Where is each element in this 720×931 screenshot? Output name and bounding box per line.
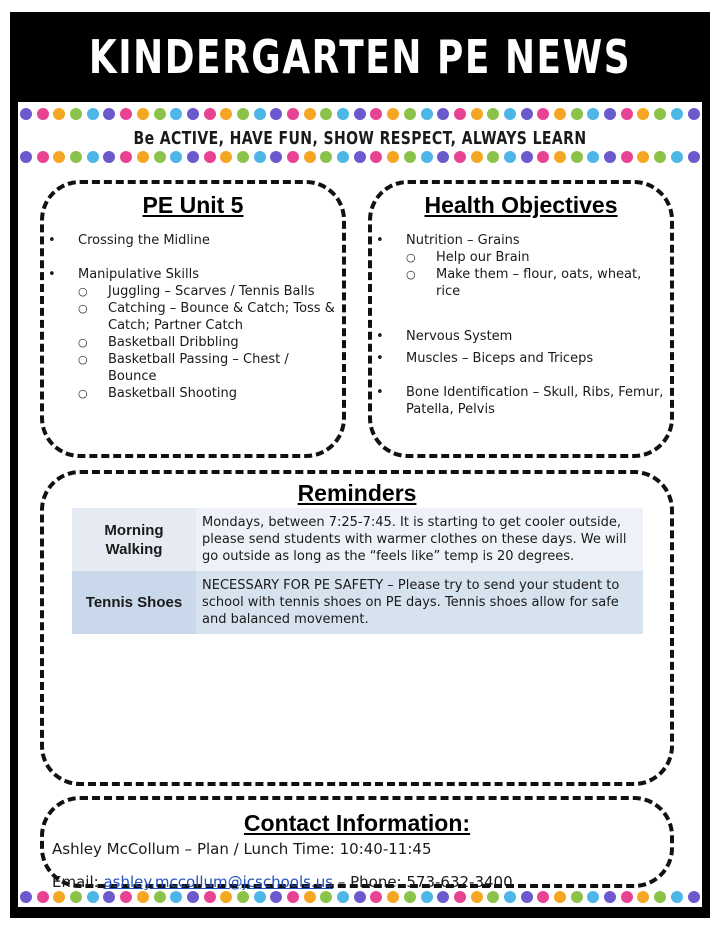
decorative-dot (154, 151, 166, 163)
reminder-text: NECESSARY FOR PE SAFETY – Please try to send your student to school with tennis shoes on PE days. Tennis shoes allow for safe and balanced movement. (196, 571, 643, 634)
contact-heading: Contact Information: (243, 810, 471, 836)
separator: – (337, 873, 346, 891)
decorative-dot (671, 108, 683, 120)
decorative-dot (621, 108, 633, 120)
decorative-dot (270, 891, 282, 903)
decorative-dot (320, 891, 332, 903)
decorative-dot (554, 151, 566, 163)
decorative-dot (20, 891, 32, 903)
dot-border-middle (20, 151, 700, 165)
decorative-dot (387, 108, 399, 120)
decorative-dot (421, 108, 433, 120)
decorative-dot (287, 891, 299, 903)
newsletter-title: KINDERGARTEN PE NEWS (88, 30, 632, 84)
decorative-dot (387, 151, 399, 163)
decorative-dot (454, 108, 466, 120)
decorative-dot (254, 108, 266, 120)
decorative-dot (120, 151, 132, 163)
decorative-dot (604, 108, 616, 120)
decorative-dot (70, 891, 82, 903)
decorative-dot (304, 151, 316, 163)
decorative-dot (454, 891, 466, 903)
decorative-dot (421, 891, 433, 903)
dot-border-bottom (20, 891, 700, 905)
decorative-dot (270, 151, 282, 163)
decorative-dot (354, 108, 366, 120)
decorative-dot (487, 151, 499, 163)
decorative-dot (337, 151, 349, 163)
decorative-dot (621, 891, 633, 903)
decorative-dot (437, 891, 449, 903)
decorative-dot (504, 151, 516, 163)
decorative-dot (304, 891, 316, 903)
health-heading: Health Objectives (424, 192, 618, 218)
decorative-dot (320, 108, 332, 120)
reminder-text: Mondays, between 7:25-7:45. It is starting to get cooler outside, please send students with warmer clothes on these days. We will go outside as long as the “feels like” temp is 20 degrees. (196, 508, 643, 571)
pe-unit-list (48, 232, 338, 402)
decorative-dot (20, 151, 32, 163)
decorative-dot (220, 151, 232, 163)
contact-plan-time: Ashley McCollum – Plan / Lunch Time: 10:40-11:45 (52, 840, 432, 858)
decorative-dot (37, 151, 49, 163)
pe-unit-heading: PE Unit 5 (142, 192, 244, 218)
reminder-key: Morning Walking (72, 508, 196, 571)
decorative-dot (637, 108, 649, 120)
decorative-dot (537, 108, 549, 120)
decorative-dot (471, 151, 483, 163)
decorative-dot (154, 891, 166, 903)
decorative-dot (487, 108, 499, 120)
decorative-dot (170, 108, 182, 120)
decorative-dot (354, 891, 366, 903)
decorative-dot (604, 151, 616, 163)
decorative-dot (604, 891, 616, 903)
decorative-dot (320, 151, 332, 163)
decorative-dot (103, 108, 115, 120)
decorative-dot (554, 891, 566, 903)
decorative-dot (637, 151, 649, 163)
decorative-dot (337, 108, 349, 120)
decorative-dot (370, 151, 382, 163)
decorative-dot (187, 108, 199, 120)
sub-list-item: ○ Juggling – Scarves / Tennis Balls (78, 284, 315, 299)
decorative-dot (554, 108, 566, 120)
decorative-dot (170, 891, 182, 903)
decorative-dot (20, 108, 32, 120)
decorative-dot (537, 151, 549, 163)
decorative-dot (454, 151, 466, 163)
decorative-dot (370, 108, 382, 120)
email-label: Email: (52, 873, 99, 891)
decorative-dot (471, 891, 483, 903)
decorative-dot (370, 891, 382, 903)
decorative-dot (688, 151, 700, 163)
contact-email-phone (52, 873, 513, 891)
decorative-dot (204, 891, 216, 903)
decorative-dot (571, 108, 583, 120)
decorative-dot (87, 108, 99, 120)
table-row (72, 508, 643, 571)
decorative-dot (237, 151, 249, 163)
decorative-dot (237, 108, 249, 120)
decorative-dot (187, 151, 199, 163)
reminders-heading: Reminders (297, 480, 417, 506)
decorative-dot (571, 151, 583, 163)
decorative-dot (287, 108, 299, 120)
decorative-dot (437, 108, 449, 120)
decorative-dot (87, 891, 99, 903)
decorative-dot (487, 891, 499, 903)
email-link[interactable]: ashley.mccollum@jcschools.us (103, 873, 334, 891)
decorative-dot (504, 891, 516, 903)
decorative-dot (437, 151, 449, 163)
decorative-dot (404, 108, 416, 120)
decorative-dot (53, 108, 65, 120)
decorative-dot (671, 151, 683, 163)
sub-list-item: ○ Help our Brain (406, 250, 530, 265)
sub-list-item: ○ Make them – flour, oats, wheat, rice (406, 267, 642, 299)
sub-list-item: ○ Basketball Dribbling (78, 335, 239, 350)
decorative-dot (53, 891, 65, 903)
reminder-key: Tennis Shoes (72, 571, 196, 634)
sub-list-item: ○ Catching – Bounce & Catch; Toss & Catch; Partner Catch (78, 301, 335, 333)
decorative-dot (137, 108, 149, 120)
decorative-dot (621, 151, 633, 163)
decorative-dot (571, 891, 583, 903)
sub-list-item: ○ Basketball Passing – Chest / Bounce (78, 352, 289, 384)
list-item: • Bone Identification – Skull, Ribs, Femur, Patella, Pelvis (376, 385, 664, 417)
decorative-dot (187, 891, 199, 903)
decorative-dot (70, 108, 82, 120)
decorative-dot (587, 108, 599, 120)
decorative-dot (170, 151, 182, 163)
decorative-dot (404, 151, 416, 163)
list-item: • Nutrition – Grains (376, 233, 520, 248)
decorative-dot (387, 891, 399, 903)
decorative-dot (220, 891, 232, 903)
decorative-dot (521, 151, 533, 163)
decorative-dot (204, 151, 216, 163)
decorative-dot (521, 891, 533, 903)
decorative-dot (404, 891, 416, 903)
decorative-dot (587, 151, 599, 163)
decorative-dot (254, 151, 266, 163)
sub-list-item: ○ Basketball Shooting (78, 386, 237, 401)
decorative-dot (654, 108, 666, 120)
table-row (72, 571, 643, 634)
decorative-dot (587, 891, 599, 903)
decorative-dot (654, 151, 666, 163)
decorative-dot (254, 891, 266, 903)
decorative-dot (688, 108, 700, 120)
decorative-dot (137, 891, 149, 903)
decorative-dot (137, 151, 149, 163)
decorative-dot (537, 891, 549, 903)
decorative-dot (337, 891, 349, 903)
decorative-dot (654, 891, 666, 903)
motto: Be ACTIVE, HAVE FUN, SHOW RESPECT, ALWAYS LEARN (133, 128, 587, 149)
decorative-dot (204, 108, 216, 120)
health-list (376, 232, 666, 418)
list-item: • Manipulative Skills (48, 267, 200, 282)
decorative-dot (53, 151, 65, 163)
decorative-dot (304, 108, 316, 120)
decorative-dot (120, 891, 132, 903)
decorative-dot (237, 891, 249, 903)
decorative-dot (120, 108, 132, 120)
decorative-dot (637, 891, 649, 903)
reminders-table (72, 508, 643, 634)
decorative-dot (688, 891, 700, 903)
decorative-dot (354, 151, 366, 163)
decorative-dot (103, 151, 115, 163)
decorative-dot (220, 108, 232, 120)
decorative-dot (70, 151, 82, 163)
decorative-dot (671, 891, 683, 903)
decorative-dot (421, 151, 433, 163)
decorative-dot (37, 108, 49, 120)
decorative-dot (154, 108, 166, 120)
decorative-dot (287, 151, 299, 163)
phone-text: Phone: 573-632-3400 (350, 873, 513, 891)
decorative-dot (471, 108, 483, 120)
decorative-dot (37, 891, 49, 903)
dot-border-top (20, 108, 700, 122)
decorative-dot (270, 108, 282, 120)
list-item: • Crossing the Midline (48, 233, 210, 248)
list-item: • Nervous System (376, 329, 513, 344)
decorative-dot (521, 108, 533, 120)
list-item: • Muscles – Biceps and Triceps (376, 351, 594, 366)
decorative-dot (103, 891, 115, 903)
decorative-dot (504, 108, 516, 120)
decorative-dot (87, 151, 99, 163)
